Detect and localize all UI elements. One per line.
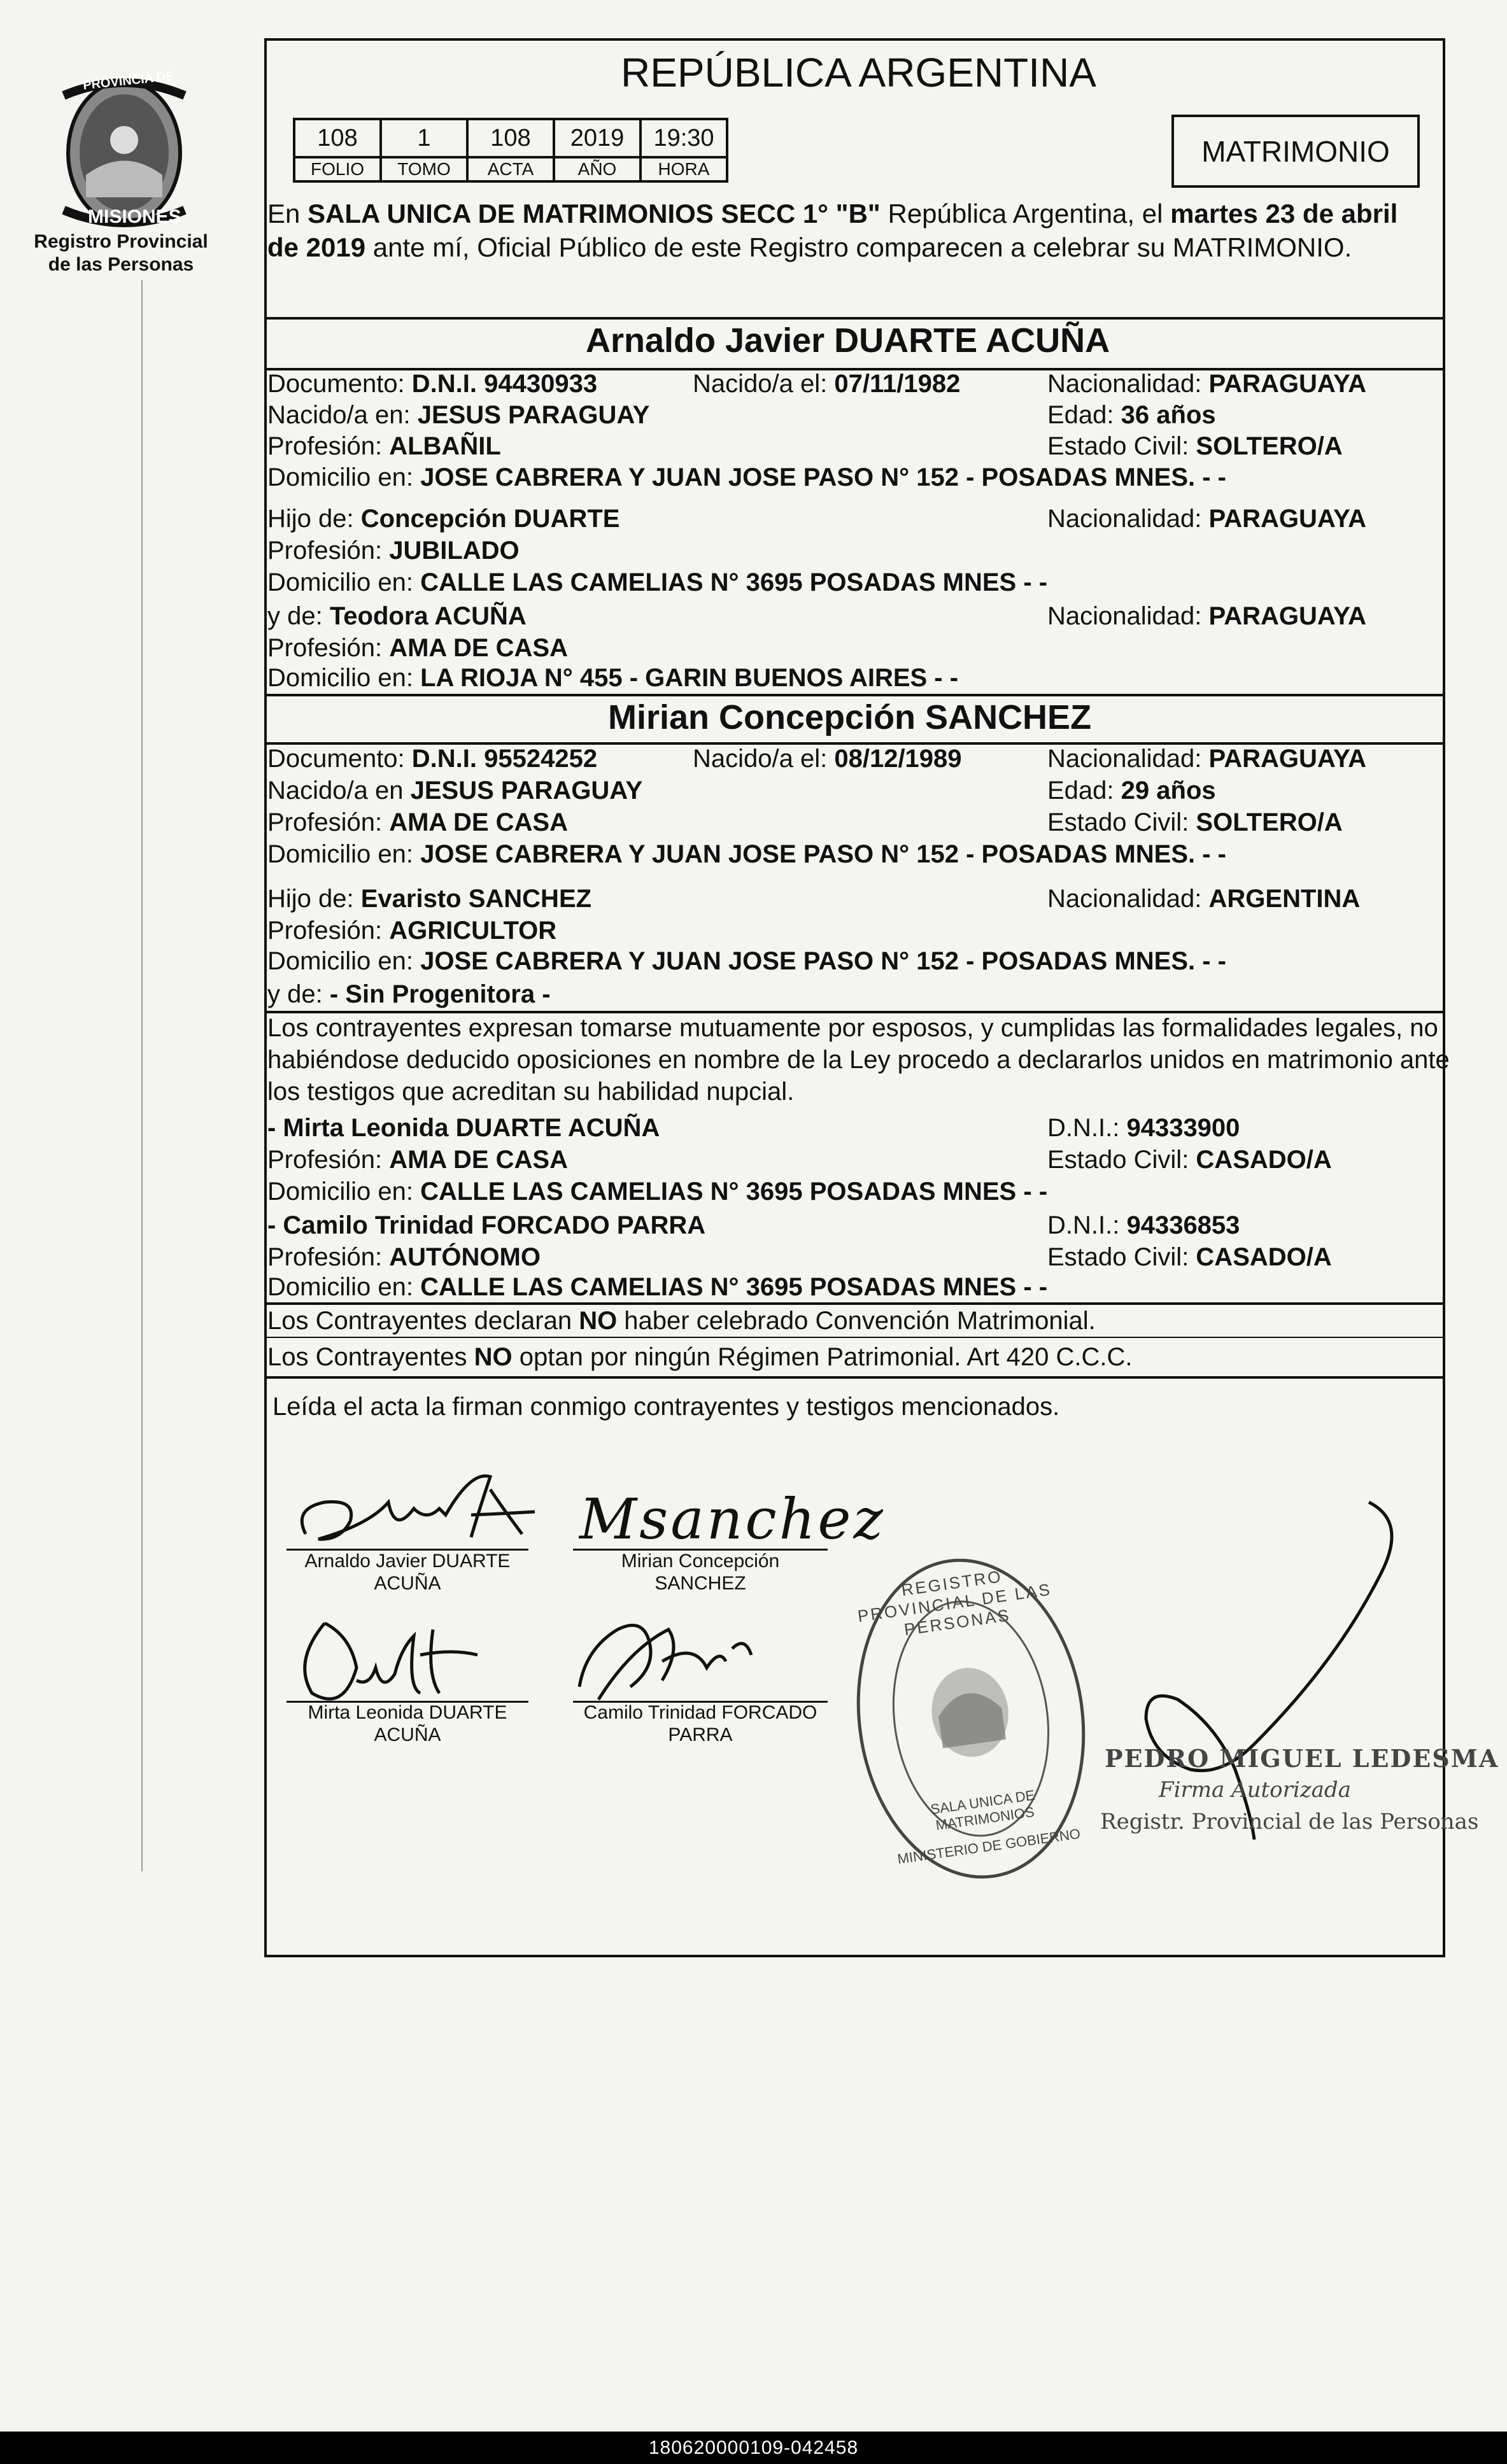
bride-mother: y de: - Sin Progenitora - bbox=[267, 980, 551, 1008]
footer-code: 180620000109-042458 bbox=[0, 2432, 1507, 2464]
bride-civil: Estado Civil: SOLTERO/A bbox=[1047, 808, 1343, 836]
bride-born-in: Nacido/a en JESUS PARAGUAY bbox=[267, 777, 643, 805]
cell-hora: 19:30 bbox=[639, 118, 728, 158]
doc-type-box: MATRIMONIO bbox=[1171, 115, 1420, 188]
signature-mirta bbox=[287, 1610, 541, 1712]
witness1-civil: Estado Civil: CASADO/A bbox=[1047, 1146, 1332, 1174]
divider bbox=[264, 1376, 1445, 1379]
logo-caption-line1: Registro Provincial bbox=[34, 231, 208, 252]
groom-mother-dom: Domicilio en: LA RIOJA N° 455 - GARIN BUENOS AIRES - - bbox=[267, 664, 959, 692]
groom-mother-nat: Nacionalidad: PARAGUAYA bbox=[1047, 602, 1366, 630]
bride-profession: Profesión: AMA DE CASA bbox=[267, 808, 568, 836]
groom-domicile: Domicilio en: JOSE CABRERA Y JUAN JOSE PASO N° 152 - POSADAS MNES. - - bbox=[267, 463, 1226, 491]
intro-p3: ante mí, Oficial Público de este Registro comparecen a celebrar su MATRIMONIO. bbox=[365, 232, 1352, 262]
official-role: Firma Autorizada bbox=[1159, 1777, 1351, 1803]
signature-label-arnaldo: Arnaldo Javier DUARTE ACUÑA bbox=[304, 1551, 511, 1594]
bride-age: Edad: 29 años bbox=[1047, 777, 1216, 805]
logo bbox=[38, 70, 210, 236]
witness2-civil: Estado Civil: CASADO/A bbox=[1047, 1243, 1332, 1271]
bride-name: Mirian Concepción SANCHEZ bbox=[608, 698, 1092, 736]
closing-text: Leída el acta la firman conmigo contrayentes y testigos mencionados. bbox=[272, 1393, 1060, 1421]
cell-folio-label: FOLIO bbox=[293, 156, 382, 183]
logo-caption bbox=[25, 230, 216, 276]
cell-acta-label: ACTA bbox=[466, 156, 555, 183]
witness1-dni: D.N.I.: 94333900 bbox=[1047, 1114, 1240, 1142]
groom-doc: Documento: D.N.I. 94430933 bbox=[267, 370, 598, 398]
intro-p2: República Argentina, el bbox=[880, 199, 1171, 229]
signature-label-mirian: Mirian Concepción SANCHEZ bbox=[621, 1551, 780, 1594]
witness1-dom: Domicilio en: CALLE LAS CAMELIAS N° 3695 POSADAS MNES - - bbox=[267, 1178, 1048, 1206]
divider bbox=[264, 1302, 1445, 1305]
cell-tomo-label: TOMO bbox=[379, 156, 469, 183]
groom-profession: Profesión: ALBAÑIL bbox=[267, 432, 501, 460]
bride-domicile: Domicilio en: JOSE CABRERA Y JUAN JOSE PASO N° 152 - POSADAS MNES. - - bbox=[267, 840, 1226, 868]
witness2-prof: Profesión: AUTÓNOMO bbox=[267, 1243, 541, 1271]
convention-line1: Los Contrayentes declaran NO haber celebrado Convención Matrimonial. bbox=[267, 1307, 1096, 1335]
page-title: REPÚBLICA ARGENTINA bbox=[621, 50, 1096, 95]
declaration-line1: Los contrayentes expresan tomarse mutuamente por esposos, y cumplidas las formalidades legales, no bbox=[267, 1014, 1438, 1042]
divider bbox=[264, 1011, 1445, 1013]
groom-nationality: Nacionalidad: PARAGUAYA bbox=[1047, 370, 1366, 398]
groom-mother-prof: Profesión: AMA DE CASA bbox=[267, 634, 568, 662]
cell-acta: 108 bbox=[466, 118, 555, 158]
official-name: PEDRO MIGUEL LEDESMA bbox=[1105, 1744, 1499, 1773]
official-stamp bbox=[831, 1538, 1111, 1899]
bride-born-on: Nacido/a el: 08/12/1989 bbox=[693, 745, 962, 773]
declaration-line3: los testigos que acreditan su habilidad nupcial. bbox=[267, 1078, 795, 1106]
groom-name: Arnaldo Javier DUARTE ACUÑA bbox=[586, 321, 1110, 360]
logo-bottom-text: MISIONES bbox=[88, 206, 181, 227]
intro-date1: martes 23 de abril bbox=[1170, 199, 1398, 229]
groom-mother: y de: Teodora ACUÑA bbox=[267, 602, 527, 630]
bride-father-nat: Nacionalidad: ARGENTINA bbox=[1047, 885, 1361, 913]
divider bbox=[264, 317, 1445, 320]
signature-label-mirta: Mirta Leonida DUARTE ACUÑA bbox=[308, 1702, 507, 1745]
groom-father-prof: Profesión: JUBILADO bbox=[267, 537, 520, 565]
official-office: Registr. Provincial de las Personas bbox=[1100, 1809, 1479, 1834]
cell-tomo: 1 bbox=[379, 118, 469, 158]
bride-nationality: Nacionalidad: PARAGUAYA bbox=[1047, 745, 1366, 773]
divider bbox=[264, 694, 1445, 696]
divider bbox=[264, 1337, 1445, 1338]
margin-line bbox=[141, 280, 143, 1871]
signature-mirian: Msanchez bbox=[579, 1486, 886, 1552]
witness1-prof: Profesión: AMA DE CASA bbox=[267, 1146, 568, 1174]
convention-line2: Los Contrayentes NO optan por ningún Régimen Patrimonial. Art 420 C.C.C. bbox=[267, 1343, 1133, 1371]
stamp-bottom-text: MINISTERIO DE GOBIERNO bbox=[896, 1825, 1082, 1868]
logo-caption-line2: de las Personas bbox=[48, 254, 194, 275]
groom-born-in: Nacido/a en: JESUS PARAGUAY bbox=[267, 401, 650, 429]
witness2-dni: D.N.I.: 94336853 bbox=[1047, 1211, 1240, 1239]
intro-line2 bbox=[267, 234, 1352, 261]
groom-father-dom: Domicilio en: CALLE LAS CAMELIAS N° 3695 POSADAS MNES - - bbox=[267, 568, 1048, 596]
logo-top-text: PROVINCIA DE bbox=[82, 69, 175, 93]
stamp-ring-text: REGISTRO PROVINCIAL DE LAS PERSONAS bbox=[856, 1566, 1053, 1640]
witness2-dom: Domicilio en: CALLE LAS CAMELIAS N° 3695 POSADAS MNES - - bbox=[267, 1273, 1048, 1301]
groom-civil: Estado Civil: SOLTERO/A bbox=[1047, 432, 1343, 460]
groom-age: Edad: 36 años bbox=[1047, 401, 1216, 429]
bride-father-dom: Domicilio en: JOSE CABRERA Y JUAN JOSE PASO N° 152 - POSADAS MNES. - - bbox=[267, 947, 1226, 975]
intro-line1 bbox=[267, 201, 1397, 227]
stamp-inner-text: SALA UNICA DE MATRIMONIOS bbox=[929, 1787, 1036, 1834]
cell-hora-label: HORA bbox=[639, 156, 728, 183]
bride-father: Hijo de: Evaristo SANCHEZ bbox=[267, 885, 592, 913]
groom-father: Hijo de: Concepción DUARTE bbox=[267, 505, 620, 533]
intro-p1: En bbox=[267, 199, 308, 229]
signature-arnaldo bbox=[280, 1464, 560, 1559]
declaration-line2: habiéndose deducido oposiciones en nombre de la Ley procedo a declararlos unidos en matrimonio ante bbox=[267, 1046, 1450, 1074]
witness2-name: - Camilo Trinidad FORCADO PARRA bbox=[267, 1211, 706, 1239]
groom-father-nat: Nacionalidad: PARAGUAYA bbox=[1047, 505, 1366, 533]
groom-born-on: Nacido/a el: 07/11/1982 bbox=[693, 370, 961, 398]
bride-doc: Documento: D.N.I. 95524252 bbox=[267, 745, 598, 773]
cell-folio: 108 bbox=[293, 118, 382, 158]
cell-ano-label: AÑO bbox=[553, 156, 642, 183]
intro-place: SALA UNICA DE MATRIMONIOS SECC 1° "B" bbox=[308, 199, 881, 229]
intro-date2: de 2019 bbox=[267, 232, 366, 262]
bride-father-prof: Profesión: AGRICULTOR bbox=[267, 917, 557, 945]
signature-label-camilo: Camilo Trinidad FORCADO PARRA bbox=[583, 1702, 817, 1745]
witness1-name: - Mirta Leonida DUARTE ACUÑA bbox=[267, 1114, 660, 1142]
cell-ano: 2019 bbox=[553, 118, 642, 158]
